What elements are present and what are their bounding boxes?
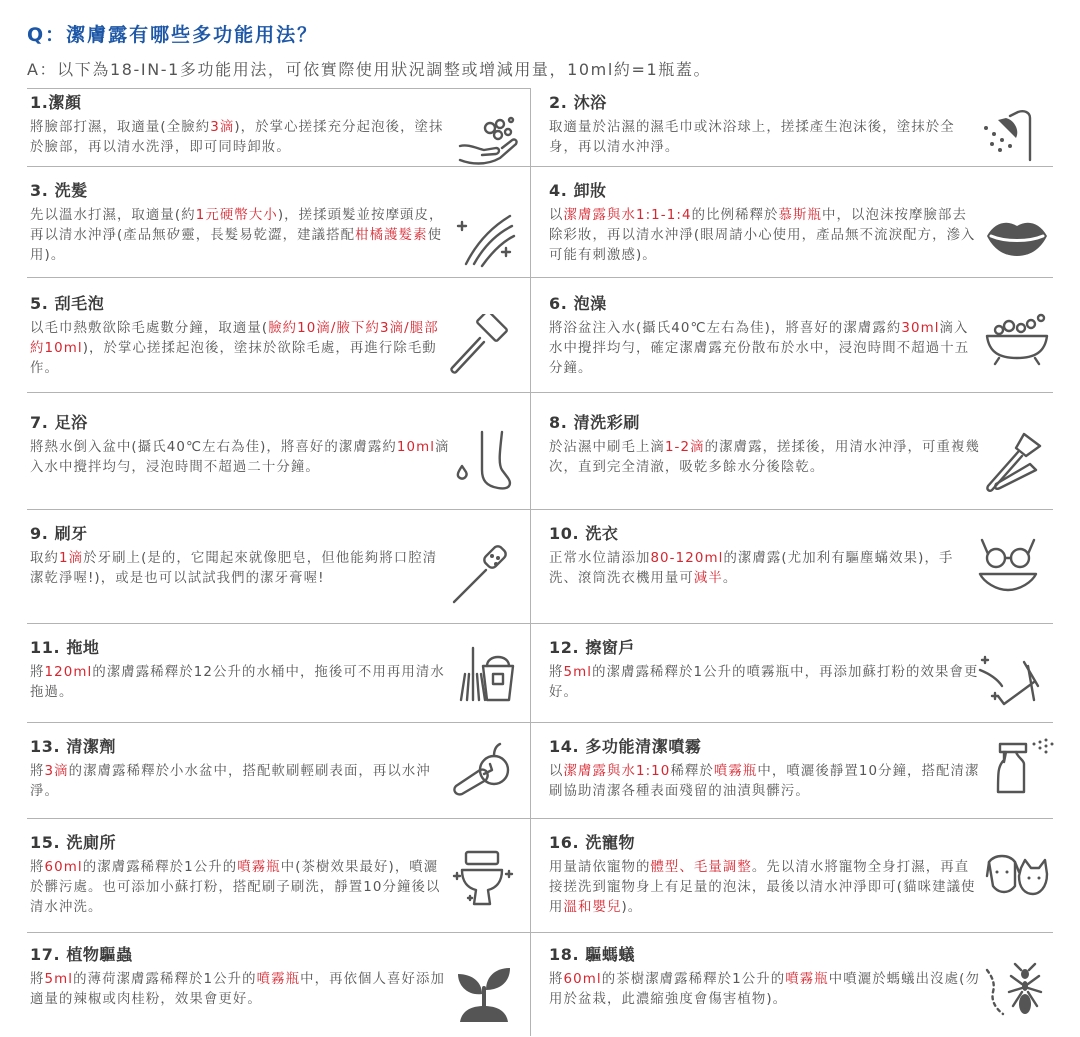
highlight-text: 60ml	[44, 860, 83, 875]
highlight-text: 30ml	[901, 321, 940, 336]
highlight-text: 噴霧瓶	[256, 972, 301, 987]
highlight-text: 柑橘護髮素	[355, 228, 428, 243]
pet-icon	[985, 846, 1049, 910]
description-text: 將	[30, 764, 45, 779]
item-title: 17. 植物驅蟲	[30, 945, 133, 964]
description-text: 的茶樹潔膚露稀釋於1公升的	[601, 972, 786, 987]
item-description	[30, 319, 450, 379]
description-text: 滴入水中攪拌均勻，確定潔膚露充份散布於水中，浸泡時間不超過十五分鐘。	[549, 321, 970, 376]
item-title: 12. 擦窗戶	[549, 638, 636, 657]
row-divider	[531, 932, 1053, 933]
usage-item-bath	[549, 93, 981, 158]
item-description	[549, 762, 981, 802]
description-text: 於沾濕中刷毛上滴	[549, 440, 665, 455]
description-text: )。	[621, 900, 643, 915]
description-text: 中，再依個人喜好添加適量的辣椒或肉桂粉，效果會更好。	[30, 972, 445, 1007]
usage-item-toilet-cleaning	[30, 833, 450, 918]
highlight-text: 潔膚露與水1:1-1:4	[563, 208, 692, 223]
highlight-text: 3滴	[44, 764, 69, 779]
item-description	[549, 663, 981, 703]
row-divider	[27, 932, 530, 933]
description-text: )，於掌心搓揉充分起泡後，塗抹於臉部，再以清水洗淨，即可同時卸妝。	[30, 120, 444, 155]
highlight-text: 120ml	[44, 665, 93, 680]
item-title: 4. 卸妝	[549, 181, 607, 200]
row-divider	[27, 392, 530, 393]
row-divider	[531, 166, 1053, 167]
row-divider	[531, 818, 1053, 819]
item-title: 18. 驅螞蟻	[549, 945, 636, 964]
item-description	[549, 118, 981, 158]
row-divider	[27, 818, 530, 819]
usage-item-tooth-brushing	[30, 524, 450, 589]
usage-item-makeup-brush-wash	[549, 413, 981, 478]
usage-item-cleaner	[30, 737, 450, 802]
mop-bucket-icon	[453, 644, 517, 708]
description-text: )，搓揉頭髮並按摩頭皮，再以清水沖淨(產品無矽靈，長髮易乾澀，建議搭配	[30, 208, 444, 243]
item-description	[30, 858, 450, 918]
item-description	[30, 663, 450, 703]
description-text: 取適量於沾濕的濕毛巾或沐浴球上，搓揉產生泡沫後，塗抹於全身，再以清水沖淨。	[549, 120, 955, 155]
description-text: 將	[549, 972, 564, 987]
highlight-text: 10ml	[396, 440, 436, 455]
description-text: 將浴盆注入水(攝氏40℃左右為佳)，將喜好的潔膚露約	[549, 321, 902, 336]
item-description	[549, 858, 981, 918]
item-title: 15. 洗廁所	[30, 833, 117, 852]
item-description	[549, 319, 981, 379]
description-text: 先以溫水打濕，取適量(約	[30, 208, 196, 223]
description-text: 稀釋於	[670, 764, 714, 779]
usage-item-face-wash	[30, 93, 450, 158]
bathtub-icon	[985, 306, 1049, 370]
column-divider	[530, 88, 531, 1036]
usage-item-shaving-foam	[30, 294, 450, 379]
highlight-text: 80-120ml	[650, 551, 724, 566]
description-text: 正常水位請添加	[549, 551, 651, 566]
ant-icon	[985, 962, 1049, 1026]
item-title: 11. 拖地	[30, 638, 100, 657]
plant-icon	[452, 960, 516, 1024]
item-description	[30, 762, 450, 802]
toothbrush-icon	[448, 544, 512, 608]
highlight-text: 5ml	[44, 972, 74, 987]
row-divider	[27, 623, 530, 624]
highlight-text: 60ml	[563, 972, 602, 987]
row-divider	[27, 722, 530, 723]
highlight-text: 1滴	[58, 551, 84, 566]
usage-item-foot-bath	[30, 413, 450, 478]
highlight-text: 5ml	[563, 665, 593, 680]
foot-icon	[452, 430, 516, 494]
highlight-text: 慕斯瓶	[778, 208, 823, 223]
highlight-text: 噴霧瓶	[785, 972, 829, 987]
row-divider	[531, 722, 1053, 723]
row-divider	[531, 277, 1053, 278]
question-heading: Q：潔膚露有哪些多功能用法？	[27, 24, 319, 46]
usage-item-plant-pest-control	[30, 945, 450, 1010]
highlight-text: 1元硬幣大小	[195, 208, 278, 223]
description-text: 中(茶樹效果最好)，噴灑於髒污處。也可添加小蘇打粉，搭配刷子刷洗，靜置10分鐘後以清水沖洗。	[30, 860, 441, 915]
usage-item-multipurpose-spray	[549, 737, 981, 802]
description-text: 取約	[30, 551, 59, 566]
razor-icon	[448, 314, 512, 378]
item-title: 10. 洗衣	[549, 524, 619, 543]
description-text: 將臉部打濕，取適量(全臉約	[30, 120, 211, 135]
description-text: 的潔膚露稀釋於12公升的水桶中，拖後可不用再用清水拖過。	[30, 665, 445, 700]
row-divider	[27, 88, 530, 89]
description-text: 中噴灑於螞蟻出沒處(勿用於盆栽，此濃縮強度會傷害植物)。	[549, 972, 980, 1007]
usage-item-window-cleaning	[549, 638, 981, 703]
makeup-brush-icon	[980, 430, 1044, 494]
description-text: 的薄荷潔膚露稀釋於1公升的	[73, 972, 257, 987]
description-text: 以	[549, 764, 564, 779]
highlight-text: 減半	[693, 571, 723, 586]
toilet-icon	[452, 846, 516, 910]
description-text: 的潔膚露(尤加利有驅塵蟎效果)，手洗、滾筒洗衣機用量可	[549, 551, 954, 586]
item-title: 7. 足浴	[30, 413, 88, 432]
item-description	[30, 970, 450, 1010]
row-divider	[531, 623, 1053, 624]
item-title: 5. 刮毛泡	[30, 294, 105, 313]
row-divider	[27, 509, 530, 510]
description-text: )，於掌心搓揉起泡後，塗抹於欲除毛處，再進行除毛動作。	[30, 341, 437, 376]
description-text: 將	[30, 860, 45, 875]
underwear-icon	[976, 530, 1040, 594]
item-description	[30, 206, 450, 266]
description-text: 用量請依寵物的	[549, 860, 651, 875]
usage-item-makeup-removal	[549, 181, 981, 266]
description-text: 。先以清水將寵物全身打濕，再直接搓洗到寵物身上有足量的泡沫，最後以清水沖淨即可(貓咪建議使用	[549, 860, 976, 915]
highlight-text: 臉約10滴/腋下約3滴/腿部約10ml	[30, 321, 439, 356]
highlight-text: 體型、毛量調整	[650, 860, 752, 875]
description-text: 於牙刷上(是的，它聞起來就像肥皂，但他能夠將口腔清潔乾淨喔!)，或是也可以試試我們的潔牙膏喔!	[30, 551, 438, 586]
row-divider	[531, 509, 1053, 510]
usage-item-pet-wash	[549, 833, 981, 918]
description-text: 將熱水倒入盆中(攝氏40℃左右為佳)，將喜好的潔膚露約	[30, 440, 397, 455]
item-description	[30, 438, 450, 478]
highlight-text: 潔膚露與水1:10	[563, 764, 671, 779]
description-text: 中，以泡沫按摩臉部去除彩妝，再以清水沖淨(眼周請小心使用，產品無不流淚配方，滲入可能有刺激感)。	[549, 208, 976, 263]
hair-icon	[452, 204, 516, 268]
highlight-text: 噴霧瓶	[713, 764, 758, 779]
item-description	[30, 118, 450, 158]
item-title: 3. 洗髮	[30, 181, 88, 200]
description-text: 的潔膚露稀釋於小水盆中，搭配軟刷輕刷表面，再以水沖淨。	[30, 764, 431, 799]
description-text: 的比例稀釋於	[691, 208, 779, 223]
item-title: 6. 泡澡	[549, 294, 607, 313]
usage-item-laundry	[549, 524, 981, 589]
description-text: 中，噴灑後靜置10分鐘，搭配清潔刷協助清潔各種表面殘留的油漬與髒污。	[549, 764, 980, 799]
item-description	[30, 549, 450, 589]
lips-icon	[985, 204, 1049, 268]
description-text: 的潔膚露，搓揉後，用清水沖淨，可重複幾次，直到完全清澈，吸乾多餘水分後陰乾。	[549, 440, 980, 475]
answer-intro: A：以下為18-IN-1多功能用法，可依實際使用狀況調整或增減用量，10ml約=1瓶蓋。	[27, 60, 712, 79]
description-text: 的潔膚露稀釋於1公升的噴霧瓶中，再添加蘇打粉的效果會更好。	[549, 665, 979, 700]
item-title: 14. 多功能清潔噴霧	[549, 737, 702, 756]
item-description	[549, 549, 981, 589]
description-text: 的潔膚露稀釋於1公升的	[82, 860, 238, 875]
fruit-vegetable-icon	[450, 740, 514, 804]
item-description	[549, 206, 981, 266]
description-text: 使用)。	[30, 228, 443, 263]
highlight-text: 溫和嬰兒	[563, 900, 622, 915]
row-divider	[531, 392, 1053, 393]
item-description	[549, 970, 981, 1010]
item-title: 2. 沐浴	[549, 93, 607, 112]
highlight-text: 3滴	[210, 120, 235, 135]
usage-item-mopping	[30, 638, 450, 703]
description-text: 將	[30, 972, 45, 987]
description-text: 將	[30, 665, 45, 680]
item-description	[549, 438, 981, 478]
usage-item-bath-soak	[549, 294, 981, 379]
shower-icon	[980, 104, 1044, 168]
usage-item-hair-wash	[30, 181, 450, 266]
description-text: 滴入水中攪拌均勻，浸泡時間不超過二十分鐘。	[30, 440, 450, 475]
highlight-text: 1-2滴	[664, 440, 705, 455]
row-divider	[27, 166, 530, 167]
squeegee-icon	[976, 646, 1040, 710]
highlight-text: 噴霧瓶	[237, 860, 281, 875]
description-text: 將	[549, 665, 564, 680]
item-title: 8. 清洗彩刷	[549, 413, 640, 432]
description-text: 以	[549, 208, 564, 223]
item-title: 13. 清潔劑	[30, 737, 117, 756]
usage-item-ant-repellent	[549, 945, 981, 1010]
item-title: 9. 刷牙	[30, 524, 88, 543]
item-title: 16. 洗寵物	[549, 833, 636, 852]
description-text: 。	[722, 571, 738, 586]
description-text: 以毛巾熱敷欲除毛處數分鐘，取適量(	[30, 321, 269, 336]
item-title: 1.潔顏	[30, 93, 82, 112]
hand-foam-icon	[456, 108, 520, 172]
row-divider	[27, 277, 530, 278]
spray-bottle-icon	[990, 732, 1054, 796]
